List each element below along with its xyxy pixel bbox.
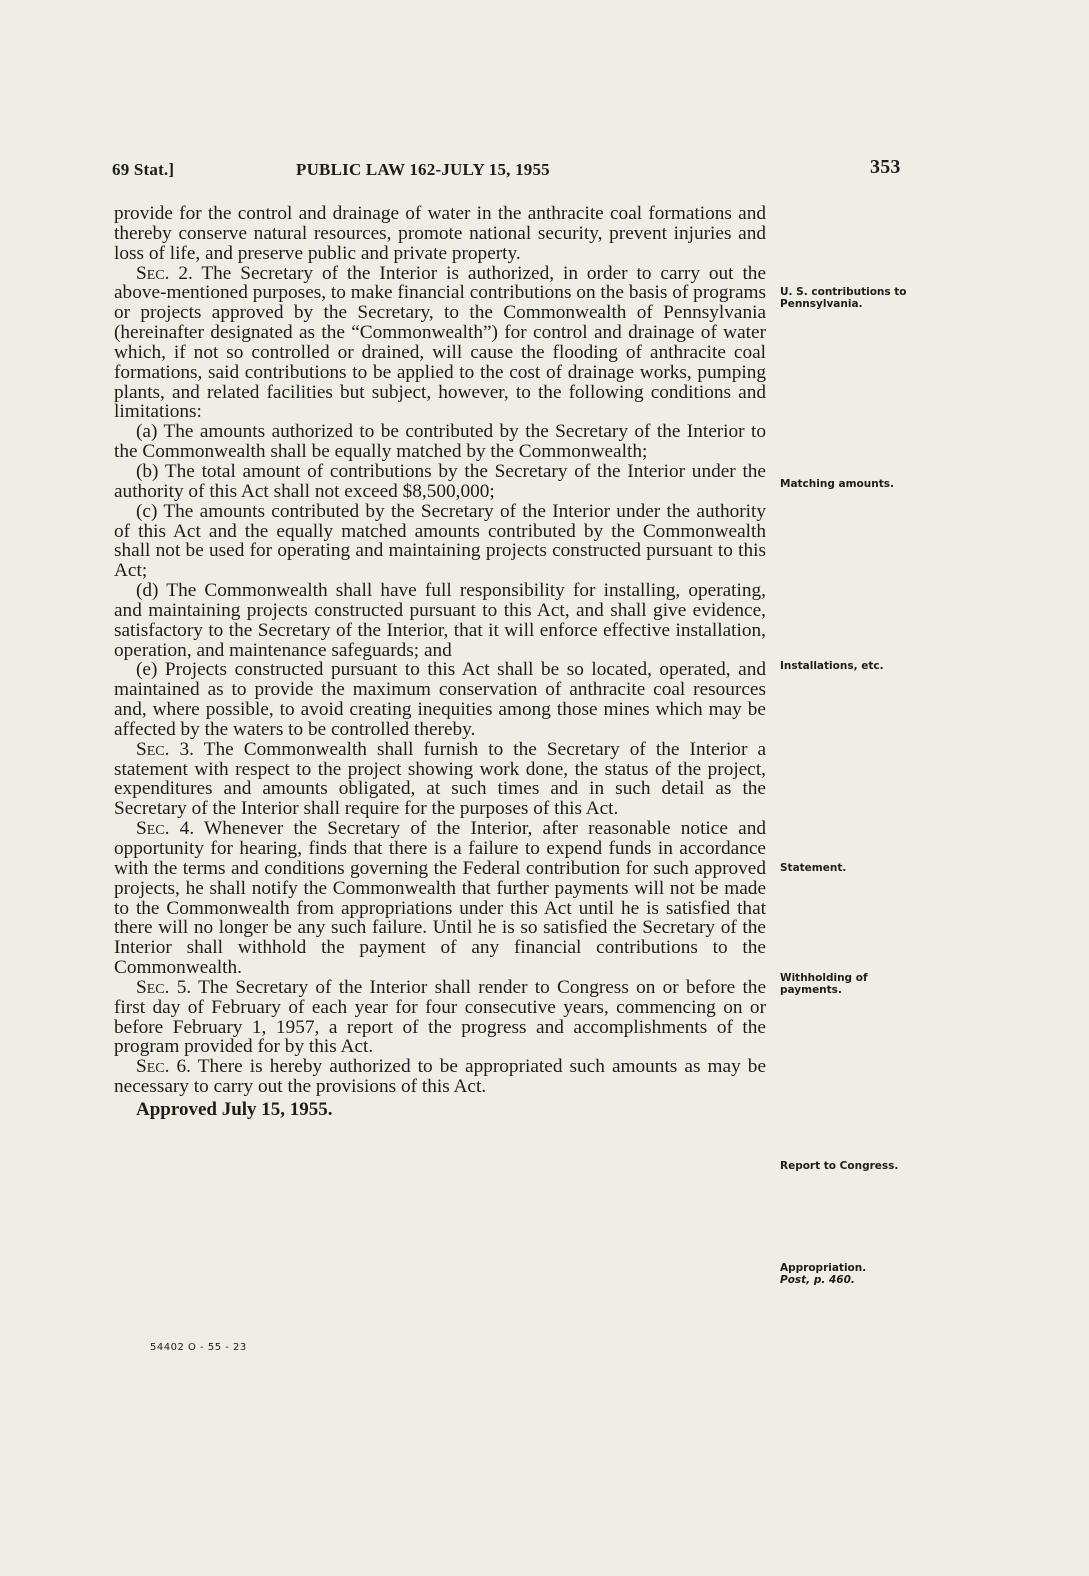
- page-number: 353: [870, 156, 901, 178]
- condition-c: (c) The amounts contributed by the Secretary of the Interior under the authority of this Act and the equally matched amounts contributed by the Commonwealth shall not be used for operating and maintaining projects constructed pursuant to this Act;: [114, 500, 766, 582]
- condition-d: (d) The Commonwealth shall have full responsibility for installing, operating, and maintaining projects constructed pursuant to this Act, and shall give evidence, satisfactory to the Secretary of the Interior, that it will enforce effective installation, operation, and maintenance safeguards; and: [114, 580, 766, 661]
- section-2: [114, 264, 766, 423]
- print-code: 54402 O - 55 - 23: [150, 1342, 247, 1353]
- margin-note-report: Report to Congress.: [780, 1160, 899, 1172]
- section-label: Sec. 4.: [136, 818, 195, 840]
- section-label: Sec. 6.: [136, 1056, 191, 1078]
- margin-note-statement: Statement.: [780, 862, 847, 874]
- margin-note-contributions: U. S. contributions to Pennsylvania.: [780, 286, 907, 310]
- section-text: The Commonwealth shall furnish to the Secretary of the Interior a statement with respect to the project showing work done, the status of the project, expenditures and amounts obligated, at such times and in such detail as the Secretary of the Interior shall require for the purposes of this Act.: [114, 738, 767, 820]
- statute-body: [114, 204, 766, 1120]
- volume-reference: 69 Stat.]: [112, 160, 175, 179]
- margin-note-appropriation-ref: Post, p. 460.: [780, 1274, 855, 1286]
- section-3: [114, 740, 766, 819]
- section-text: The Secretary of the Interior is authorized, in order to carry out the above-mentioned purposes, to make financial contributions on the basis of programs or projects approved by the Secretary, to the Commonwealth of Pennsylvania (hereinafter designated as the “Commonwealth”) for control and drainage of water which, if not so controlled or drained, will cause the flooding of anthracite coal formations, said contributions to be applied to the cost of drainage works, pumping plants, and related facilities but subject, however, to the following conditions and limitations:: [114, 262, 766, 423]
- section-text: The Secretary of the Interior shall render to Congress on or before the first day of February of each year for four consecutive years, commencing on or before February 1, 1957, a report of the progress and accomplishments of the program provided for by this Act.: [114, 976, 767, 1058]
- condition-e: (e) Projects constructed pursuant to this Act shall be so located, operated, and maintained as to provide the maximum conservation of anthracite coal resources and, where possible, to avoid creating inequities among those mines which may be affected by the waters to be controlled thereby.: [114, 659, 766, 740]
- condition-a: (a) The amounts authorized to be contributed by the Secretary of the Interior to the Commonwealth shall be equally matched by the Commonwealth;: [114, 421, 766, 463]
- margin-note-appropriation: [780, 1262, 930, 1286]
- paragraph-intro: provide for the control and drainage of water in the anthracite coal formations and thereby conserve natural resources, promote national security, prevent injuries and loss of life, and preserve public and private property.: [114, 203, 766, 264]
- section-label: Sec. 5.: [136, 976, 192, 998]
- section-5: [114, 978, 766, 1057]
- section-text: There is hereby authorized to be appropriated such amounts as may be necessary to carry out the provisions of this Act.: [114, 1056, 767, 1098]
- approval-date: Approved July 15, 1955.: [136, 1098, 333, 1120]
- section-6: [114, 1057, 766, 1097]
- margin-note-matching: Matching amounts.: [780, 478, 894, 490]
- page-title: PUBLIC LAW 162-JULY 15, 1955: [296, 160, 550, 179]
- condition-b: (b) The total amount of contributions by the Secretary of the Interior under the authority of this Act shall not exceed $8,500,000;: [114, 460, 766, 502]
- section-label: Sec. 3.: [136, 738, 194, 760]
- margin-note-withholding: Withholding of payments.: [780, 972, 868, 996]
- section-4: [114, 819, 766, 978]
- margin-note-appropriation-title: Appropriation.: [780, 1262, 867, 1274]
- section-text: Whenever the Secretary of the Interior, after reasonable notice and opportunity for hearing, finds that there is a failure to expend funds in accordance with the terms and conditions governing the Federal contribution for such approved projects, he shall notify the Commonwealth that further payments will not be made to the Commonwealth from appropriations under this Act until he is satisfied that there will no longer be any such failure. Until he is so satisfied the Secretary of the Interior shall withhold the payment of any financial contributions to the Commonwealth.: [114, 818, 766, 979]
- section-label: Sec. 2.: [136, 262, 193, 284]
- margin-note-installations: Installations, etc.: [780, 660, 884, 672]
